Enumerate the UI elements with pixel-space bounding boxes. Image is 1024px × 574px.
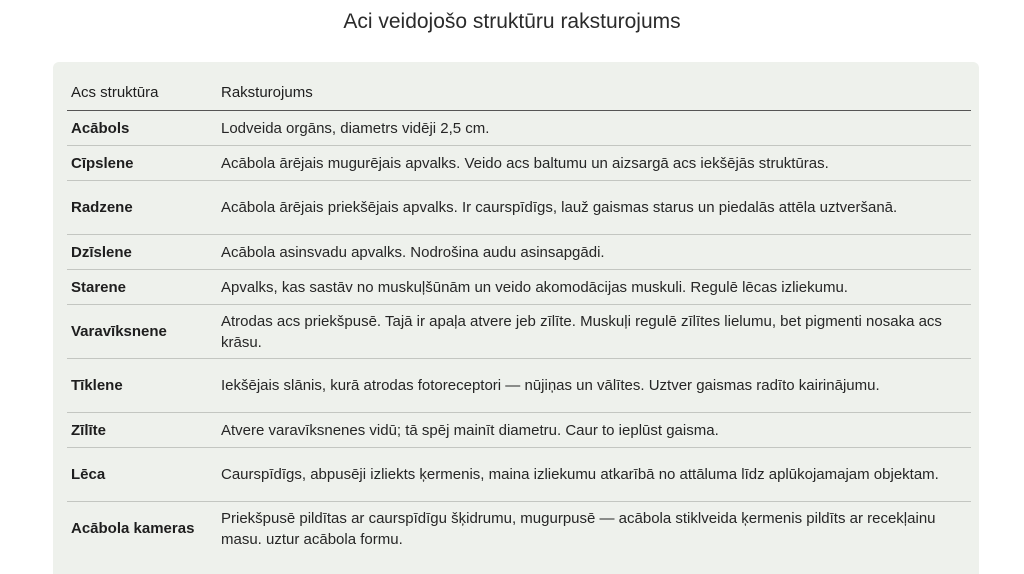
page-title: Aci veidojošo struktūru raksturojums [343,10,681,33]
structure-table [67,74,971,555]
row-name: Acābola kameras [71,520,195,537]
row-description: Acābola ārējais mugurējais apvalks. Veido acs baltumu un aizsargā acs iekšējās struktūras. [217,146,971,181]
row-description: Caurspīdīgs, abpusēji izliekts ķermenis, maina izliekumu atkarībā no attāluma līdz aplūkojamajam objektam. [217,448,971,502]
table-row [67,146,971,181]
row-description: Acābola ārējais priekšējais apvalks. Ir caurspīdīgs, lauž gaismas starus un piedalās attēla uztveršanā. [217,181,971,235]
table-panel [53,62,979,574]
table-row [67,359,971,413]
row-name: Tīklene [67,359,217,413]
table-row [67,111,971,146]
row-name: Lēca [67,448,217,502]
row-name: Dzīslene [67,235,217,270]
row-name: Zīlīte [67,413,217,448]
row-description: Iekšējais slānis, kurā atrodas fotoreceptori — nūjiņas un vālītes. Uztver gaismas radīto kairinājumu. [217,359,971,413]
table-row [67,502,971,556]
row-description: Apvalks, kas sastāv no muskuļšūnām un veido akomodācijas muskuli. Regulē lēcas izliekumu. [217,270,971,305]
row-name: Starene [67,270,217,305]
row-description: Acābola asinsvadu apvalks. Nodrošina audu asinsapgādi. [217,235,971,270]
table-row [67,181,971,235]
header-structure: Acs struktūra [67,74,217,111]
row-description: Atrodas acs priekšpusē. Tajā ir apaļa atvere jeb zīlīte. Muskuļi regulē zīlītes lielumu, bet pigmenti nosaka acs krāsu. [217,305,971,359]
table-row [67,305,971,359]
table-row [67,413,971,448]
header-description: Raksturojums [217,74,971,111]
table-row [67,448,971,502]
row-name: Varavīksnene [67,305,217,359]
table-row [67,235,971,270]
row-name: Acābols [67,111,217,146]
row-name: Radzene [67,181,217,235]
row-description: Lodveida orgāns, diametrs vidēji 2,5 cm. [217,111,971,146]
table-header-row [67,74,971,111]
table-row [67,270,971,305]
row-description: Priekšpusē pildītas ar caurspīdīgu šķidrumu, mugurpusē — acābola stiklveida ķermenis pildīts ar recekļainu masu. uztur acābola formu. [221,509,936,548]
row-description: Atvere varavīksnenes vidū; tā spēj mainīt diametru. Caur to ieplūst gaisma. [217,413,971,448]
row-name: Cīpslene [67,146,217,181]
